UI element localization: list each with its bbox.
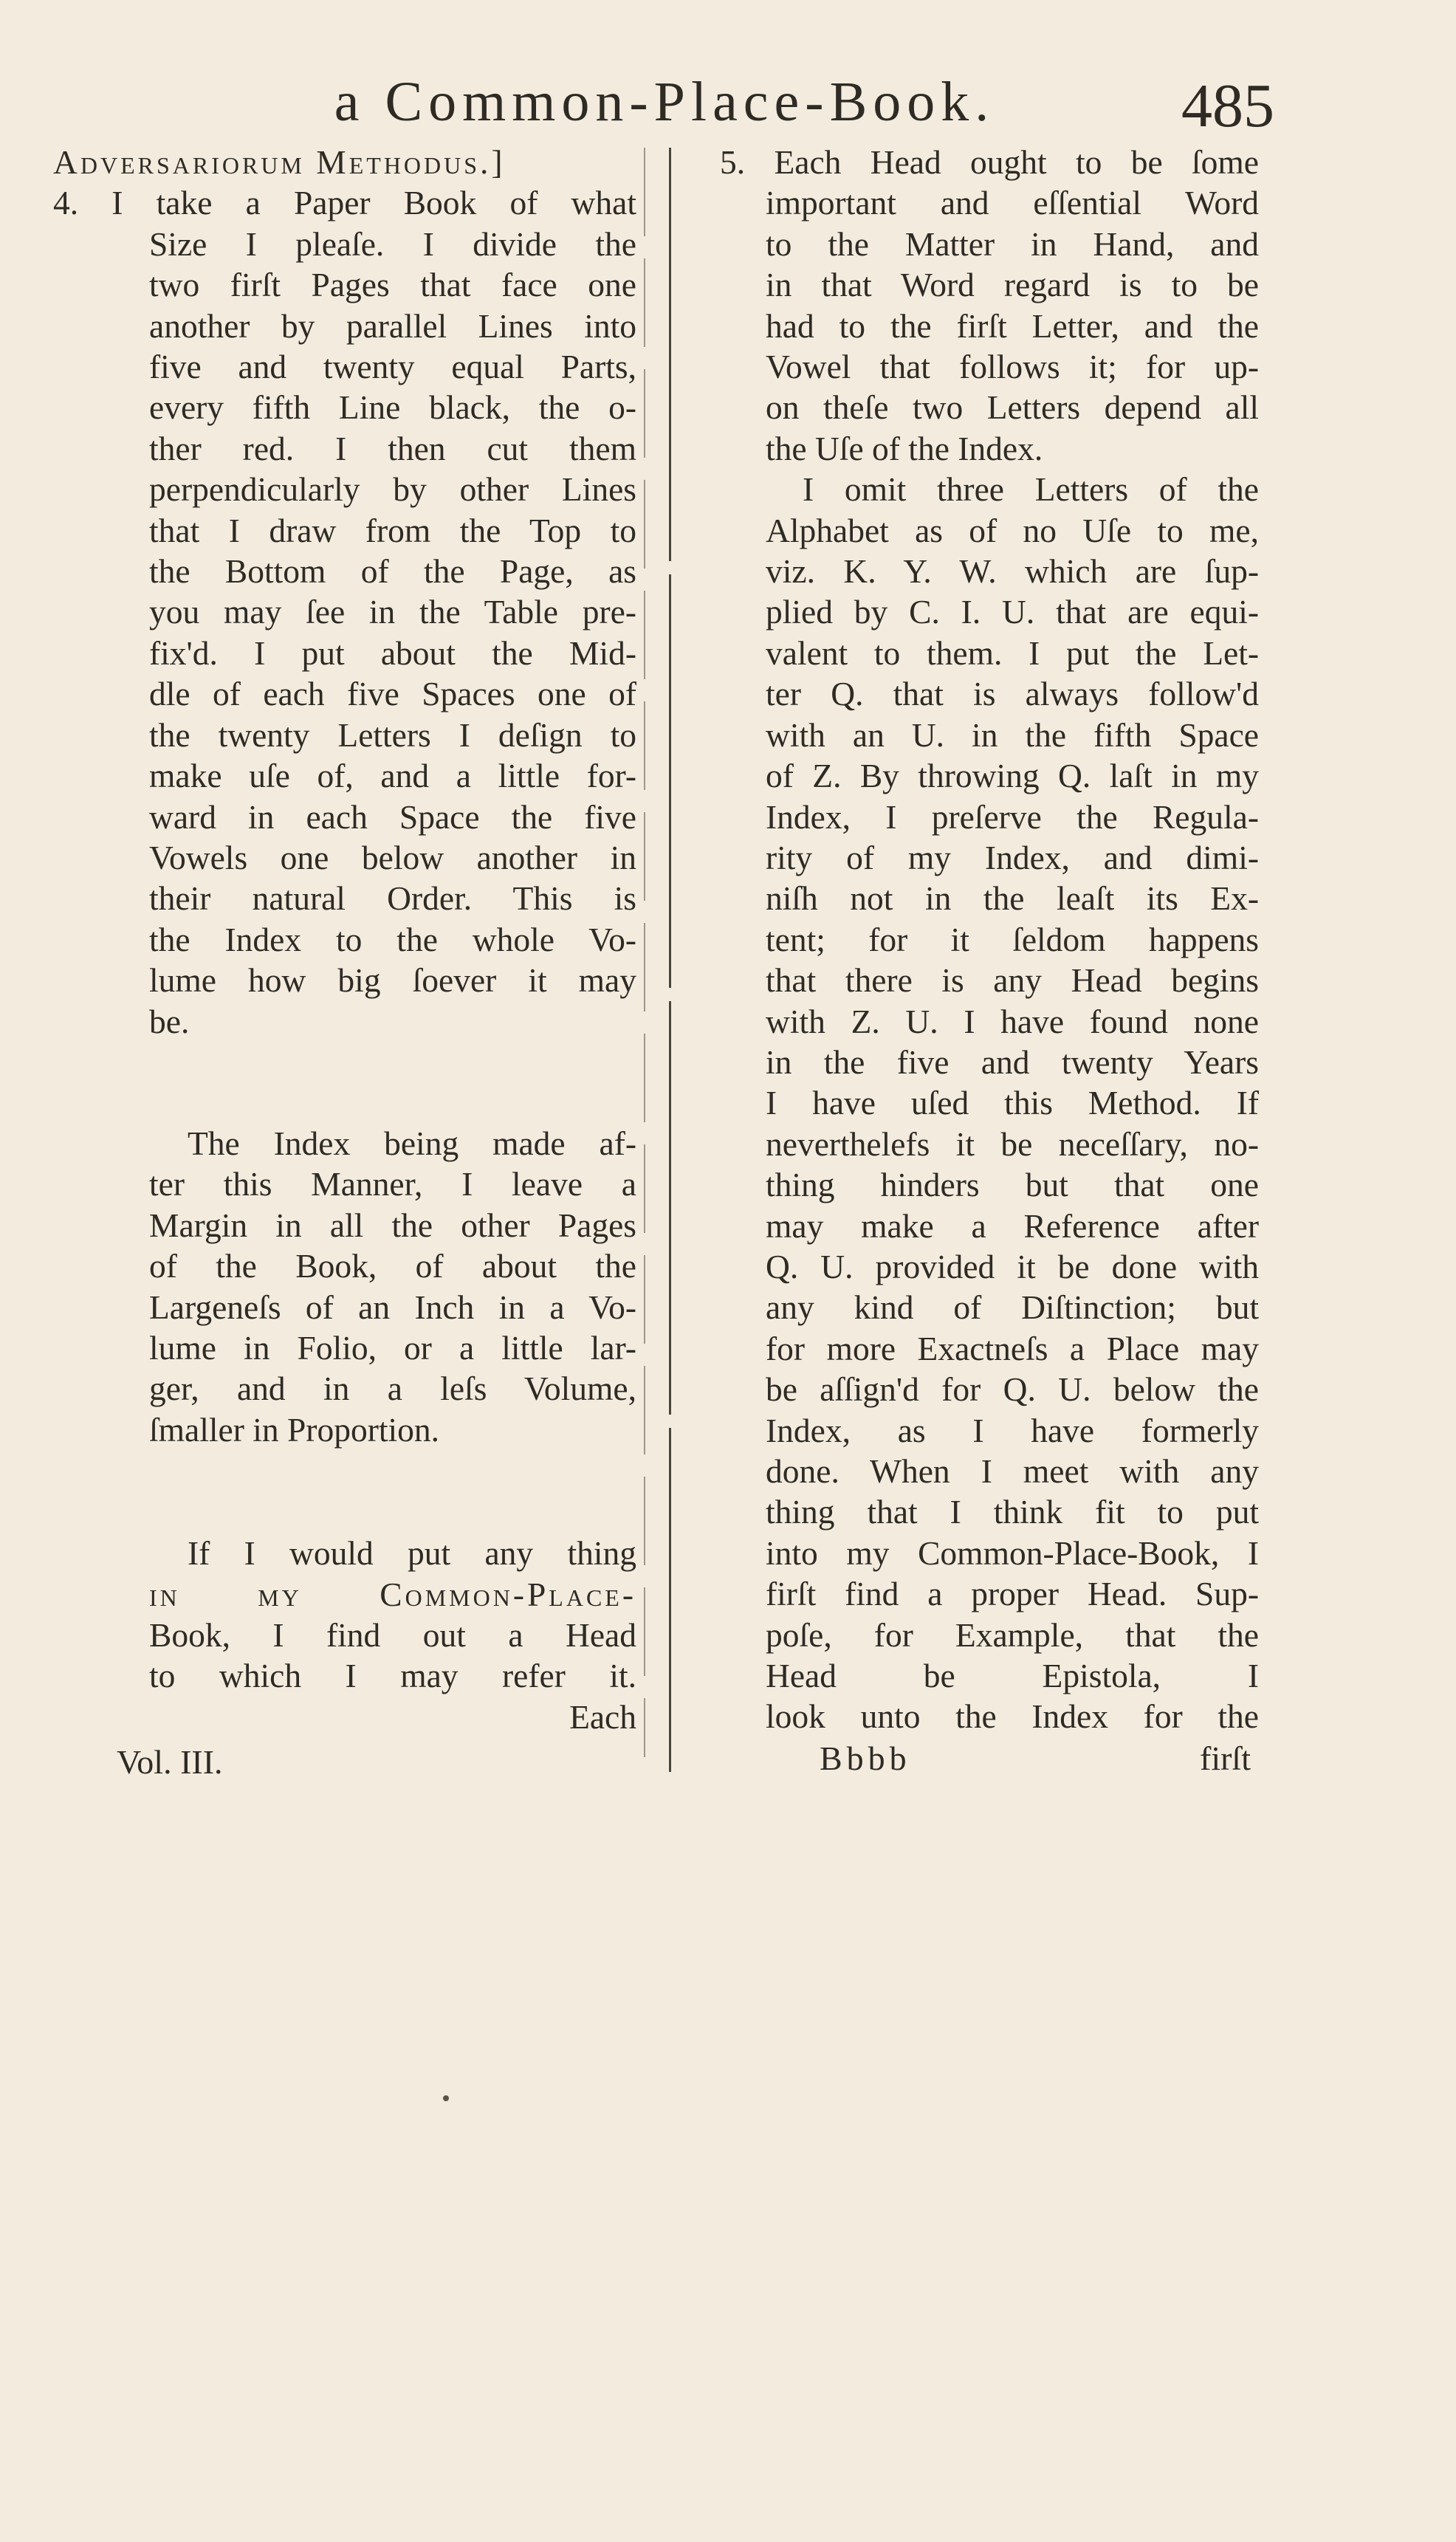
- text-line: lume in Folio, or a little lar-: [149, 1328, 636, 1367]
- text-line: look unto the Index for the: [766, 1697, 1259, 1736]
- text-line: may make a Reference after: [766, 1206, 1259, 1245]
- page-number: 485: [1181, 72, 1274, 140]
- text-line: on theſe two Letters depend all: [766, 388, 1259, 427]
- text-line: dle of each five Spaces one of: [149, 675, 636, 713]
- text-line: 4. I take a Paper Book of what: [53, 184, 636, 222]
- paragraph-common-place: [53, 1533, 636, 1737]
- signature-mark: Bbbb: [820, 1739, 911, 1777]
- text-line: every fifth Line black, the o-: [149, 388, 636, 427]
- text-line: ter this Manner, I leave a: [149, 1165, 636, 1203]
- catchword-left: Each: [569, 1697, 636, 1736]
- text-line: of Z. By throwing Q. laſt in my: [766, 757, 1259, 795]
- text-line: Margin in all the other Pages: [149, 1206, 636, 1244]
- text-line: ward in each Space the five: [149, 797, 636, 836]
- text-line: rity of my Index, and dimi-: [766, 838, 1259, 876]
- paragraph-5: [720, 142, 1259, 469]
- text-line: their natural Order. This is: [149, 879, 636, 918]
- text-line: Vowel that follows it; for up-: [766, 348, 1259, 386]
- text-line: Head be Epistola, I: [766, 1657, 1259, 1695]
- left-column: [53, 142, 636, 1737]
- text-line: into my Common-Place-Book, I: [766, 1533, 1259, 1572]
- text-line: valent to them. I put the Let-: [766, 633, 1259, 672]
- text-line: in the five and twenty Years: [766, 1042, 1259, 1081]
- text-line: thing hinders but that one: [766, 1166, 1259, 1204]
- text-line: firſt find a proper Head. Sup-: [766, 1575, 1259, 1613]
- text-line: you may ſee in the Table pre-: [149, 593, 636, 631]
- text-line: that there is any Head begins: [766, 961, 1259, 1000]
- paragraph-4: [53, 182, 636, 1042]
- text-line: Q. U. provided it be done with: [766, 1247, 1259, 1285]
- text-line: two firſt Pages that face one: [149, 266, 636, 304]
- text-line: ger, and in a leſs Volume,: [149, 1370, 636, 1408]
- text-line: 5. Each Head ought to be ſome: [720, 143, 1259, 181]
- text-line: Index, I preſerve the Regula-: [766, 797, 1259, 836]
- text-line: in that Word regard is to be: [766, 266, 1259, 304]
- text-line: ther red. I then cut them: [149, 429, 636, 467]
- text-line: to the Matter in Hand, and: [766, 224, 1259, 263]
- text-line: had to the firſt Letter, and the: [766, 306, 1259, 345]
- text-line: ter Q. that is always follow'd: [766, 675, 1259, 713]
- text-line: the Bottom of the Page, as: [149, 552, 636, 591]
- text-line: The Index being made af-: [188, 1124, 636, 1162]
- text-line: important and eſſential Word: [766, 184, 1259, 222]
- text-line: ſmaller in Proportion.: [149, 1410, 440, 1449]
- column-divider-rule: [669, 148, 671, 1772]
- text-line: tent; for it ſeldom happens: [766, 920, 1259, 958]
- text-line: Index, as I have formerly: [766, 1411, 1259, 1449]
- right-column: [720, 142, 1259, 1737]
- text-line: Vowels one below another in: [149, 838, 636, 876]
- text-line: another by parallel Lines into: [149, 306, 636, 345]
- text-line: I have uſed this Method. If: [766, 1084, 1259, 1122]
- text-line: five and twenty equal Parts,: [149, 348, 636, 386]
- text-line: in my Common-Place-: [149, 1575, 636, 1613]
- column-margin-rule: [644, 148, 645, 1757]
- running-head: a Common-Place-Book.: [334, 71, 995, 133]
- section-heading: Adversariorum Methodus.]: [53, 143, 506, 181]
- text-line: I omit three Letters of the: [803, 470, 1259, 509]
- text-line: Book, I find out a Head: [149, 1616, 636, 1654]
- text-line: that I draw from the Top to: [149, 511, 636, 549]
- text-line: viz. K. Y. W. which are ſup-: [766, 552, 1259, 591]
- text-line: with Z. U. I have found none: [766, 1002, 1259, 1040]
- text-line: Alphabet as of no Uſe to me,: [766, 511, 1259, 549]
- text-line: poſe, for Example, that the: [766, 1615, 1259, 1654]
- text-line: for more Exactneſs a Place may: [766, 1329, 1259, 1367]
- text-line: Largeneſs of an Inch in a Vo-: [149, 1288, 636, 1326]
- text-line: to which I may refer it.: [149, 1657, 636, 1695]
- ink-speck: [443, 2095, 449, 2101]
- text-line: If I would put any thing: [188, 1534, 636, 1573]
- text-line: the twenty Letters I deſign to: [149, 715, 636, 754]
- text-line: be aſſign'd for Q. U. below the: [766, 1370, 1259, 1409]
- paragraph-omit-letters: [720, 469, 1259, 1737]
- text-line: any kind of Diſtinction; but: [766, 1288, 1259, 1327]
- text-line: of the Book, of about the: [149, 1247, 636, 1285]
- text-line: Size I pleaſe. I divide the: [149, 224, 636, 263]
- text-line: niſh not in the leaſt its Ex-: [766, 879, 1259, 918]
- volume-mark: Vol. III.: [117, 1743, 223, 1781]
- text-line: perpendicularly by other Lines: [149, 470, 636, 509]
- text-line: thing that I think fit to put: [766, 1493, 1259, 1531]
- text-line: make uſe of, and a little for-: [149, 757, 636, 795]
- text-line: the Uſe of the Index.: [766, 429, 1043, 467]
- text-line: neverthelefs it be neceſſary, no-: [766, 1124, 1259, 1163]
- text-line: be.: [149, 1002, 190, 1040]
- text-line: the Index to the whole Vo-: [149, 920, 636, 958]
- text-line: plied by C. I. U. that are equi-: [766, 593, 1259, 631]
- text-line: fix'd. I put about the Mid-: [149, 633, 636, 672]
- text-line: done. When I meet with any: [766, 1452, 1259, 1490]
- text-line: with an U. in the fifth Space: [766, 715, 1259, 754]
- text-line: lume how big ſoever it may: [149, 961, 636, 1000]
- catchword: firſt: [1200, 1739, 1251, 1777]
- paragraph-index-margin: [53, 1123, 636, 1450]
